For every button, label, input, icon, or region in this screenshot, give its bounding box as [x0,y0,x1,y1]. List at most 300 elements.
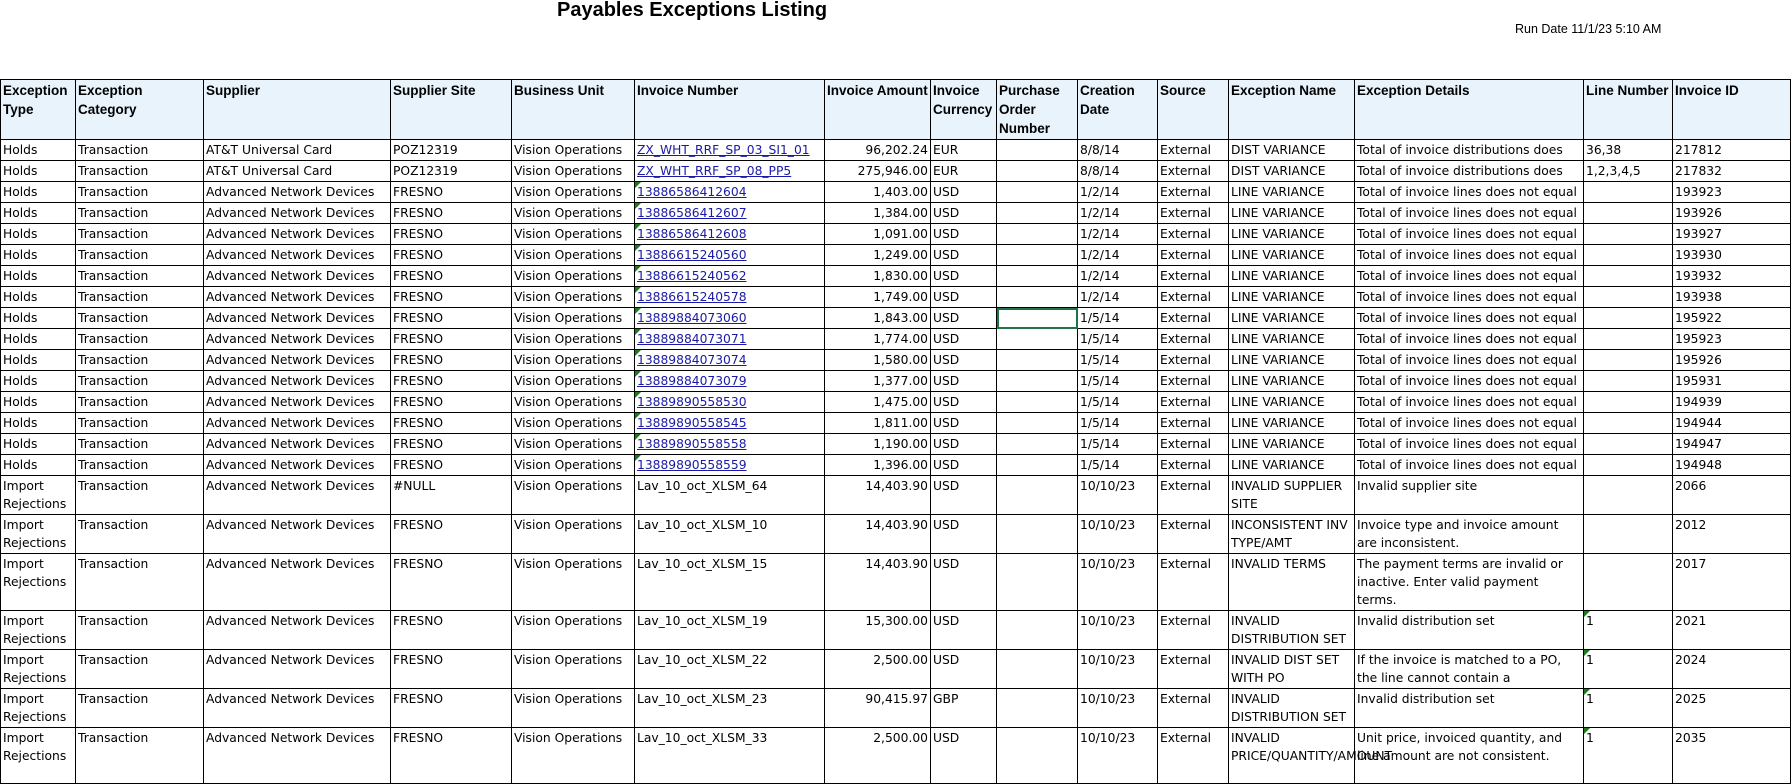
cell-exception-category[interactable]: Transaction [76,203,204,224]
cell-line-number[interactable] [1584,308,1673,329]
cell-supplier[interactable]: AT&T Universal Card [204,140,391,161]
cell-purchase-order-number[interactable] [997,650,1078,689]
cell-line-number[interactable] [1584,182,1673,203]
cell-invoice-currency[interactable]: USD [931,650,997,689]
cell-purchase-order-number[interactable] [997,329,1078,350]
cell-exception-name[interactable]: INCONSISTENT INV TYPE/AMT [1229,515,1355,554]
column-header-business-unit[interactable]: Business Unit [512,80,635,140]
cell-invoice-currency[interactable]: USD [931,611,997,650]
column-header-exception-type[interactable]: Exception Type [1,80,76,140]
cell-exception-details[interactable]: Total of invoice lines does not equal [1355,434,1584,455]
cell-invoice-id[interactable]: 2035 [1673,728,1791,784]
cell-creation-date[interactable]: 10/10/23 [1078,728,1158,784]
cell-creation-date[interactable]: 1/5/14 [1078,455,1158,476]
cell-business-unit[interactable]: Vision Operations [512,689,635,728]
cell-supplier-site[interactable]: FRESNO [391,182,512,203]
cell-invoice-amount[interactable]: 1,749.00 [825,287,931,308]
cell-invoice-currency[interactable]: USD [931,413,997,434]
cell-exception-details[interactable]: Total of invoice lines does not equal [1355,287,1584,308]
cell-exception-name[interactable]: DIST VARIANCE [1229,140,1355,161]
cell-exception-name[interactable]: INVALID TERMS [1229,554,1355,611]
cell-source[interactable]: External [1158,611,1229,650]
cell-invoice-id[interactable]: 217812 [1673,140,1791,161]
cell-invoice-number[interactable] [635,392,825,413]
cell-invoice-currency[interactable]: USD [931,245,997,266]
cell-invoice-amount[interactable]: 14,403.90 [825,515,931,554]
cell-exception-category[interactable]: Transaction [76,182,204,203]
cell-invoice-currency[interactable]: GBP [931,689,997,728]
cell-business-unit[interactable]: Vision Operations [512,728,635,784]
cell-invoice-number[interactable]: Lav_10_oct_XLSM_19 [635,611,825,650]
cell-exception-type[interactable]: Import Rejections [1,728,76,784]
column-header-invoice-currency[interactable]: Invoice Currency [931,80,997,140]
cell-business-unit[interactable]: Vision Operations [512,224,635,245]
cell-supplier-site[interactable]: POZ12319 [391,161,512,182]
cell-invoice-id[interactable]: 2017 [1673,554,1791,611]
cell-exception-name[interactable]: LINE VARIANCE [1229,287,1355,308]
cell-purchase-order-number[interactable] [997,224,1078,245]
cell-invoice-id[interactable]: 195931 [1673,371,1791,392]
cell-purchase-order-number[interactable] [997,371,1078,392]
cell-creation-date[interactable]: 10/10/23 [1078,515,1158,554]
cell-invoice-number[interactable]: Lav_10_oct_XLSM_33 [635,728,825,784]
cell-supplier-site[interactable]: #NULL [391,476,512,515]
cell-invoice-amount[interactable]: 90,415.97 [825,689,931,728]
cell-supplier-site[interactable]: FRESNO [391,329,512,350]
cell-invoice-id[interactable]: 193926 [1673,203,1791,224]
column-header-line-number[interactable]: Line Number [1584,80,1673,140]
cell-business-unit[interactable]: Vision Operations [512,161,635,182]
cell-exception-category[interactable]: Transaction [76,728,204,784]
cell-exception-details[interactable]: Total of invoice distributions does [1355,140,1584,161]
cell-invoice-currency[interactable]: USD [931,392,997,413]
cell-source[interactable]: External [1158,413,1229,434]
cell-exception-category[interactable]: Transaction [76,329,204,350]
cell-exception-name[interactable]: LINE VARIANCE [1229,224,1355,245]
invoice-number-link[interactable]: 13886586412604 [637,185,747,199]
cell-exception-type[interactable]: Holds [1,203,76,224]
cell-invoice-currency[interactable]: USD [931,434,997,455]
cell-invoice-amount[interactable]: 2,500.00 [825,650,931,689]
cell-source[interactable]: External [1158,476,1229,515]
cell-supplier[interactable]: Advanced Network Devices [204,350,391,371]
cell-business-unit[interactable]: Vision Operations [512,434,635,455]
cell-invoice-currency[interactable]: USD [931,554,997,611]
column-header-source[interactable]: Source [1158,80,1229,140]
cell-exception-name[interactable]: INVALID PRICE/QUANTITY/AMOUNT [1229,728,1355,784]
cell-supplier[interactable]: AT&T Universal Card [204,161,391,182]
cell-exception-type[interactable]: Holds [1,287,76,308]
cell-line-number[interactable]: 1 [1584,728,1673,784]
cell-creation-date[interactable]: 10/10/23 [1078,689,1158,728]
cell-invoice-amount[interactable]: 1,843.00 [825,308,931,329]
cell-exception-name[interactable]: LINE VARIANCE [1229,203,1355,224]
cell-supplier[interactable]: Advanced Network Devices [204,728,391,784]
cell-business-unit[interactable]: Vision Operations [512,245,635,266]
cell-supplier-site[interactable]: FRESNO [391,350,512,371]
cell-line-number[interactable] [1584,434,1673,455]
cell-purchase-order-number[interactable] [997,434,1078,455]
cell-source[interactable]: External [1158,689,1229,728]
cell-source[interactable]: External [1158,554,1229,611]
invoice-number-link[interactable]: 13886586412607 [637,206,747,220]
cell-invoice-id[interactable]: 193930 [1673,245,1791,266]
cell-exception-details[interactable]: The payment terms are invalid or inactive. Enter valid payment terms. [1355,554,1584,611]
cell-invoice-currency[interactable]: USD [931,455,997,476]
cell-invoice-amount[interactable]: 1,190.00 [825,434,931,455]
cell-invoice-number[interactable] [635,140,825,161]
cell-source[interactable]: External [1158,224,1229,245]
column-header-exception-details[interactable]: Exception Details [1355,80,1584,140]
cell-invoice-number[interactable] [635,371,825,392]
invoice-number-link[interactable]: 13886586412608 [637,227,747,241]
cell-source[interactable]: External [1158,515,1229,554]
cell-business-unit[interactable]: Vision Operations [512,650,635,689]
invoice-number-link[interactable]: 13889890558559 [637,458,747,472]
cell-exception-name[interactable]: LINE VARIANCE [1229,434,1355,455]
cell-purchase-order-number[interactable] [997,554,1078,611]
cell-exception-details[interactable]: Total of invoice lines does not equal [1355,266,1584,287]
cell-supplier-site[interactable]: FRESNO [391,611,512,650]
column-header-creation-date[interactable]: Creation Date [1078,80,1158,140]
cell-invoice-id[interactable]: 195923 [1673,329,1791,350]
cell-line-number[interactable] [1584,413,1673,434]
cell-invoice-currency[interactable]: USD [931,329,997,350]
cell-exception-category[interactable]: Transaction [76,434,204,455]
cell-business-unit[interactable]: Vision Operations [512,266,635,287]
cell-invoice-id[interactable]: 193932 [1673,266,1791,287]
cell-source[interactable]: External [1158,287,1229,308]
cell-exception-type[interactable]: Import Rejections [1,650,76,689]
cell-supplier-site[interactable]: FRESNO [391,392,512,413]
cell-invoice-currency[interactable]: USD [931,182,997,203]
cell-business-unit[interactable]: Vision Operations [512,287,635,308]
cell-supplier-site[interactable]: FRESNO [391,434,512,455]
column-header-invoice-amount[interactable]: Invoice Amount [825,80,931,140]
cell-source[interactable]: External [1158,245,1229,266]
cell-exception-name[interactable]: INVALID DIST SET WITH PO [1229,650,1355,689]
column-header-supplier[interactable]: Supplier [204,80,391,140]
cell-supplier[interactable]: Advanced Network Devices [204,554,391,611]
cell-exception-name[interactable]: DIST VARIANCE [1229,161,1355,182]
cell-creation-date[interactable]: 10/10/23 [1078,476,1158,515]
cell-purchase-order-number[interactable] [997,392,1078,413]
cell-creation-date[interactable]: 1/2/14 [1078,224,1158,245]
cell-invoice-amount[interactable]: 1,091.00 [825,224,931,245]
cell-exception-details[interactable]: Total of invoice lines does not equal [1355,371,1584,392]
cell-business-unit[interactable]: Vision Operations [512,350,635,371]
cell-invoice-id[interactable]: 2066 [1673,476,1791,515]
cell-business-unit[interactable]: Vision Operations [512,392,635,413]
cell-invoice-number[interactable] [635,245,825,266]
cell-exception-details[interactable]: Total of invoice lines does not equal [1355,245,1584,266]
cell-exception-details[interactable]: Total of invoice lines does not equal [1355,203,1584,224]
cell-line-number[interactable]: 1 [1584,611,1673,650]
cell-invoice-amount[interactable]: 14,403.90 [825,554,931,611]
cell-supplier[interactable]: Advanced Network Devices [204,476,391,515]
cell-line-number[interactable] [1584,245,1673,266]
cell-supplier[interactable]: Advanced Network Devices [204,611,391,650]
cell-exception-category[interactable]: Transaction [76,611,204,650]
cell-exception-details[interactable]: Total of invoice lines does not equal [1355,413,1584,434]
cell-line-number[interactable] [1584,515,1673,554]
cell-source[interactable]: External [1158,350,1229,371]
invoice-number-link[interactable]: 13886615240560 [637,248,747,262]
cell-supplier-site[interactable]: FRESNO [391,728,512,784]
cell-business-unit[interactable]: Vision Operations [512,371,635,392]
cell-exception-category[interactable]: Transaction [76,308,204,329]
cell-line-number[interactable]: 1,2,3,4,5 [1584,161,1673,182]
cell-purchase-order-number[interactable] [997,728,1078,784]
cell-invoice-id[interactable]: 193923 [1673,182,1791,203]
cell-invoice-amount[interactable]: 275,946.00 [825,161,931,182]
invoice-number-link[interactable]: 13889890558558 [637,437,747,451]
cell-invoice-number[interactable] [635,266,825,287]
cell-invoice-id[interactable]: 193927 [1673,224,1791,245]
cell-exception-category[interactable]: Transaction [76,371,204,392]
invoice-number-link[interactable]: 13889884073060 [637,311,747,325]
cell-creation-date[interactable]: 1/5/14 [1078,434,1158,455]
cell-exception-details[interactable]: Invoice type and invoice amount are inconsistent. [1355,515,1584,554]
cell-purchase-order-number[interactable] [997,287,1078,308]
cell-invoice-number[interactable] [635,308,825,329]
invoice-number-link[interactable]: 13886615240578 [637,290,747,304]
cell-exception-details[interactable]: Total of invoice lines does not equal [1355,350,1584,371]
cell-exception-type[interactable]: Import Rejections [1,476,76,515]
cell-exception-type[interactable]: Import Rejections [1,554,76,611]
cell-supplier[interactable]: Advanced Network Devices [204,203,391,224]
cell-exception-category[interactable]: Transaction [76,476,204,515]
cell-invoice-currency[interactable]: USD [931,287,997,308]
cell-invoice-number[interactable]: Lav_10_oct_XLSM_15 [635,554,825,611]
cell-exception-name[interactable]: LINE VARIANCE [1229,329,1355,350]
cell-supplier-site[interactable]: FRESNO [391,287,512,308]
cell-invoice-id[interactable]: 2025 [1673,689,1791,728]
cell-source[interactable]: External [1158,203,1229,224]
cell-supplier-site[interactable]: FRESNO [391,245,512,266]
cell-invoice-number[interactable] [635,413,825,434]
column-header-supplier-site[interactable]: Supplier Site [391,80,512,140]
cell-creation-date[interactable]: 1/2/14 [1078,245,1158,266]
cell-business-unit[interactable]: Vision Operations [512,140,635,161]
cell-exception-category[interactable]: Transaction [76,554,204,611]
cell-exception-details[interactable]: Invalid distribution set [1355,611,1584,650]
cell-supplier-site[interactable]: FRESNO [391,413,512,434]
cell-line-number[interactable]: 1 [1584,650,1673,689]
invoice-number-link[interactable]: 13889890558530 [637,395,747,409]
cell-creation-date[interactable]: 1/5/14 [1078,371,1158,392]
cell-line-number[interactable] [1584,287,1673,308]
column-header-exception-category[interactable]: Exception Category [76,80,204,140]
cell-exception-category[interactable]: Transaction [76,350,204,371]
cell-purchase-order-number[interactable] [997,689,1078,728]
cell-business-unit[interactable]: Vision Operations [512,329,635,350]
cell-business-unit[interactable]: Vision Operations [512,554,635,611]
cell-purchase-order-number[interactable] [997,350,1078,371]
cell-purchase-order-number[interactable] [997,266,1078,287]
cell-exception-category[interactable]: Transaction [76,689,204,728]
cell-exception-details[interactable]: Total of invoice lines does not equal [1355,455,1584,476]
cell-invoice-id[interactable]: 2024 [1673,650,1791,689]
invoice-number-link[interactable]: ZX_WHT_RRF_SP_03_SI1_01 [637,143,810,157]
cell-invoice-amount[interactable]: 1,384.00 [825,203,931,224]
cell-supplier[interactable]: Advanced Network Devices [204,650,391,689]
cell-exception-type[interactable]: Holds [1,413,76,434]
cell-exception-details[interactable]: Total of invoice lines does not equal [1355,182,1584,203]
cell-invoice-currency[interactable]: EUR [931,161,997,182]
cell-source[interactable]: External [1158,329,1229,350]
cell-exception-type[interactable]: Holds [1,161,76,182]
invoice-number-link[interactable]: 13889884073074 [637,353,747,367]
cell-invoice-number[interactable]: Lav_10_oct_XLSM_10 [635,515,825,554]
cell-exception-details[interactable]: Total of invoice lines does not equal [1355,308,1584,329]
cell-exception-details[interactable]: Total of invoice lines does not equal [1355,392,1584,413]
cell-supplier-site[interactable]: FRESNO [391,224,512,245]
cell-invoice-id[interactable]: 195926 [1673,350,1791,371]
cell-supplier-site[interactable]: FRESNO [391,203,512,224]
cell-line-number[interactable] [1584,203,1673,224]
cell-creation-date[interactable]: 1/2/14 [1078,287,1158,308]
cell-invoice-number[interactable] [635,203,825,224]
cell-invoice-amount[interactable]: 2,500.00 [825,728,931,784]
cell-exception-category[interactable]: Transaction [76,161,204,182]
cell-exception-category[interactable]: Transaction [76,287,204,308]
cell-creation-date[interactable]: 1/5/14 [1078,350,1158,371]
cell-exception-type[interactable]: Holds [1,434,76,455]
invoice-number-link[interactable]: ZX_WHT_RRF_SP_08_PP5 [637,164,792,178]
cell-exception-type[interactable]: Holds [1,245,76,266]
cell-exception-name[interactable]: INVALID DISTRIBUTION SET [1229,611,1355,650]
cell-supplier[interactable]: Advanced Network Devices [204,413,391,434]
cell-business-unit[interactable]: Vision Operations [512,455,635,476]
cell-line-number[interactable] [1584,392,1673,413]
column-header-invoice-id[interactable]: Invoice ID [1673,80,1791,140]
cell-invoice-amount[interactable]: 1,830.00 [825,266,931,287]
cell-exception-name[interactable]: LINE VARIANCE [1229,413,1355,434]
cell-supplier[interactable]: Advanced Network Devices [204,455,391,476]
cell-exception-type[interactable]: Holds [1,266,76,287]
cell-invoice-id[interactable]: 217832 [1673,161,1791,182]
cell-invoice-id[interactable]: 2021 [1673,611,1791,650]
cell-purchase-order-number[interactable] [997,245,1078,266]
cell-creation-date[interactable]: 10/10/23 [1078,611,1158,650]
cell-supplier-site[interactable]: FRESNO [391,455,512,476]
cell-invoice-amount[interactable]: 14,403.90 [825,476,931,515]
cell-exception-details[interactable]: Total of invoice distributions does [1355,161,1584,182]
cell-source[interactable]: External [1158,182,1229,203]
cell-exception-category[interactable]: Transaction [76,413,204,434]
cell-exception-name[interactable]: LINE VARIANCE [1229,350,1355,371]
cell-line-number[interactable] [1584,554,1673,611]
cell-business-unit[interactable]: Vision Operations [512,515,635,554]
cell-supplier-site[interactable]: FRESNO [391,308,512,329]
cell-invoice-amount[interactable]: 96,202.24 [825,140,931,161]
cell-business-unit[interactable]: Vision Operations [512,611,635,650]
cell-supplier-site[interactable]: FRESNO [391,515,512,554]
cell-creation-date[interactable]: 1/2/14 [1078,266,1158,287]
invoice-number-link[interactable]: 13889890558545 [637,416,747,430]
cell-line-number[interactable]: 36,38 [1584,140,1673,161]
cell-purchase-order-number[interactable] [997,203,1078,224]
cell-source[interactable]: External [1158,308,1229,329]
cell-invoice-number[interactable] [635,224,825,245]
cell-invoice-id[interactable]: 195922 [1673,308,1791,329]
cell-invoice-id[interactable]: 2012 [1673,515,1791,554]
cell-invoice-number[interactable] [635,287,825,308]
cell-creation-date[interactable]: 10/10/23 [1078,554,1158,611]
cell-exception-type[interactable]: Holds [1,182,76,203]
cell-supplier-site[interactable]: FRESNO [391,650,512,689]
cell-exception-type[interactable]: Holds [1,224,76,245]
cell-invoice-id[interactable]: 194939 [1673,392,1791,413]
cell-creation-date[interactable]: 1/5/14 [1078,413,1158,434]
cell-exception-name[interactable]: LINE VARIANCE [1229,182,1355,203]
cell-invoice-currency[interactable]: USD [931,350,997,371]
cell-invoice-amount[interactable]: 1,475.00 [825,392,931,413]
cell-exception-name[interactable]: LINE VARIANCE [1229,455,1355,476]
cell-supplier-site[interactable]: FRESNO [391,689,512,728]
cell-invoice-amount[interactable]: 1,377.00 [825,371,931,392]
cell-exception-type[interactable]: Holds [1,455,76,476]
cell-exception-details[interactable]: Total of invoice lines does not equal [1355,224,1584,245]
cell-invoice-number[interactable] [635,329,825,350]
cell-creation-date[interactable]: 1/2/14 [1078,203,1158,224]
cell-source[interactable]: External [1158,392,1229,413]
cell-business-unit[interactable]: Vision Operations [512,182,635,203]
cell-source[interactable]: External [1158,650,1229,689]
cell-line-number[interactable] [1584,329,1673,350]
cell-invoice-currency[interactable]: USD [931,371,997,392]
cell-purchase-order-number[interactable] [997,515,1078,554]
cell-line-number[interactable] [1584,350,1673,371]
cell-line-number[interactable] [1584,455,1673,476]
cell-exception-type[interactable]: Holds [1,371,76,392]
cell-supplier[interactable]: Advanced Network Devices [204,182,391,203]
cell-exception-type[interactable]: Import Rejections [1,689,76,728]
column-header-invoice-number[interactable]: Invoice Number [635,80,825,140]
cell-purchase-order-number[interactable] [997,308,1078,329]
cell-purchase-order-number[interactable] [997,476,1078,515]
cell-exception-name[interactable]: INVALID SUPPLIER SITE [1229,476,1355,515]
cell-exception-details[interactable]: Unit price, invoiced quantity, and line amount are not consistent. [1355,728,1584,784]
cell-exception-name[interactable]: LINE VARIANCE [1229,245,1355,266]
cell-invoice-number[interactable]: Lav_10_oct_XLSM_64 [635,476,825,515]
cell-invoice-currency[interactable]: USD [931,308,997,329]
column-header-purchase-order-number[interactable]: Purchase Order Number [997,80,1078,140]
cell-invoice-number[interactable] [635,350,825,371]
cell-invoice-amount[interactable]: 1,403.00 [825,182,931,203]
cell-exception-details[interactable]: Invalid distribution set [1355,689,1584,728]
cell-supplier-site[interactable]: FRESNO [391,554,512,611]
cell-invoice-number[interactable] [635,434,825,455]
cell-supplier[interactable]: Advanced Network Devices [204,308,391,329]
cell-invoice-amount[interactable]: 15,300.00 [825,611,931,650]
cell-exception-name[interactable]: LINE VARIANCE [1229,371,1355,392]
cell-purchase-order-number[interactable] [997,611,1078,650]
cell-supplier[interactable]: Advanced Network Devices [204,371,391,392]
invoice-number-link[interactable]: 13889884073079 [637,374,747,388]
cell-invoice-currency[interactable]: USD [931,203,997,224]
cell-supplier[interactable]: Advanced Network Devices [204,392,391,413]
cell-exception-details[interactable]: If the invoice is matched to a PO, the line cannot contain a [1355,650,1584,689]
cell-invoice-amount[interactable]: 1,396.00 [825,455,931,476]
cell-creation-date[interactable]: 1/2/14 [1078,182,1158,203]
cell-business-unit[interactable]: Vision Operations [512,308,635,329]
cell-business-unit[interactable]: Vision Operations [512,203,635,224]
column-header-exception-name[interactable]: Exception Name [1229,80,1355,140]
cell-invoice-currency[interactable]: USD [931,476,997,515]
cell-line-number[interactable] [1584,476,1673,515]
